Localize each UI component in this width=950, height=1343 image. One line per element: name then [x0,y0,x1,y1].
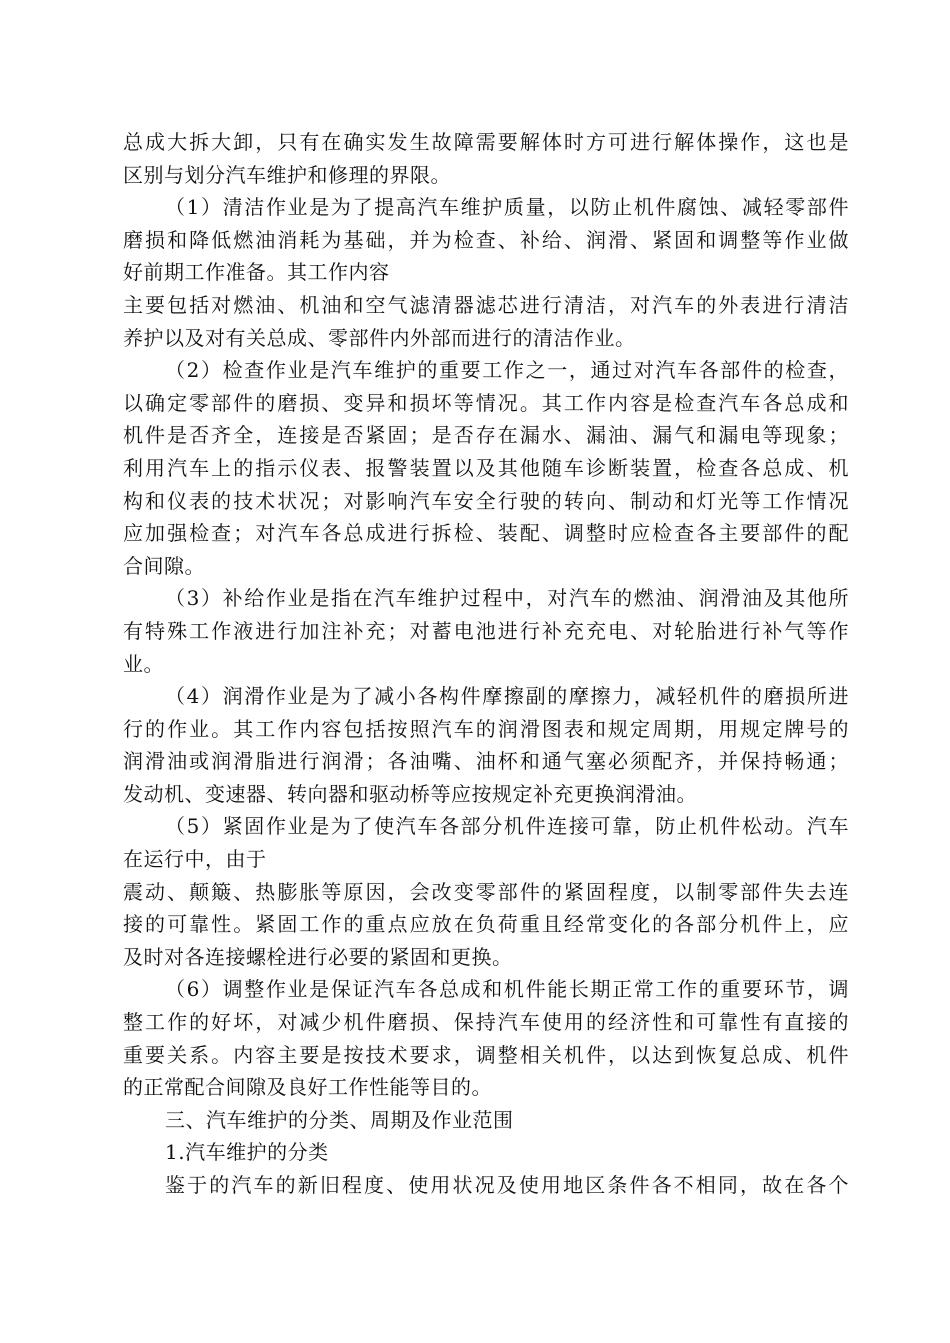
text-line: 机件是否齐全，连接是否紧固；是否存在漏水、漏油、漏气和漏电等现象； [123,423,849,448]
text-line: 发动机、变速器、转向器和驱动桥等应按规定补充更换润滑油。 [123,781,697,806]
text-line: 区别与划分汽车维护和修理的界限。 [123,162,451,187]
text-line: 养护以及对有关总成、零部件内外部而进行的清洁作业。 [123,325,636,350]
text-line: 1.汽车维护的分类 [165,1140,329,1165]
text-line: （1）清洁作业是为了提高汽车维护质量，以防止机件腐蚀、减轻零部件 [165,195,849,220]
text-line: 构和仪表的技术状况；对影响汽车安全行驶的转向、制动和灯光等工作情况 [123,488,849,513]
document-body [123,126,849,1202]
text-line: 行的作业。其工作内容包括按照汽车的润滑图表和规定周期，用规定牌号的 [123,716,849,741]
document-page [123,126,849,1202]
text-line: 的正常配合间隙及良好工作性能等目的。 [123,1075,492,1100]
text-line: 总成大拆大卸，只有在确实发生故障需要解体时方可进行解体操作，这也是 [123,130,849,154]
text-line: 好前期工作准备。其工作内容 [123,260,390,285]
text-line: 业。 [123,651,164,676]
text-line: 润滑油或润滑脂进行润滑；各油嘴、油杯和通气塞必须配齐，并保持畅通； [123,749,849,774]
text-line: 震动、颠簸、热膨胀等原因，会改变零部件的紧固程度，以制零部件失去连 [123,879,849,904]
text-line: （6）调整作业是保证汽车各总成和机件能长期正常工作的重要环节，调 [165,977,849,1002]
text-line: （2）检查作业是汽车维护的重要工作之一，通过对汽车各部件的检查， [165,358,849,383]
text-line: 三、汽车维护的分类、周期及作业范围 [165,1107,514,1132]
text-line: 在运行中，由于 [123,847,267,872]
text-line: 重要关系。内容主要是按技术要求，调整相关机件，以达到恢复总成、机件 [123,1042,849,1067]
text-line: （3）补给作业是指在汽车维护过程中，对汽车的燃油、润滑油及其他所 [165,586,849,611]
text-line: 主要包括对燃油、机油和空气滤清器滤芯进行清洁，对汽车的外表进行清洁 [123,292,849,317]
text-line: 合间隙。 [123,553,205,578]
text-line: 应加强检查；对汽车各总成进行拆检、装配、调整时应检查各主要部件的配 [123,521,849,546]
text-line: 磨损和降低燃油消耗为基础，并为检查、补给、润滑、紧固和调整等作业做 [123,227,849,252]
text-line: 整工作的好坏，对减少机件磨损、保持汽车使用的经济性和可靠性有直接的 [123,1010,849,1035]
text-line: 及时对各连接螺栓进行必要的紧固和更换。 [123,944,513,969]
text-line: 以确定零部件的磨损、变异和损坏等情况。其工作内容是检查汽车各总成和 [123,390,849,415]
text-line: 鉴于的汽车的新旧程度、使用状况及使用地区条件各不相同，故在各个 [165,1173,849,1197]
text-line: （4）润滑作业是为了减小各构件摩擦副的摩擦力，减轻机件的磨损所进 [165,684,849,709]
text-line: 接的可靠性。紧固工作的重点应放在负荷重且经常变化的各部分机件上，应 [123,912,849,937]
text-line: （5）紧固作业是为了使汽车各部分机件连接可靠，防止机件松动。汽车 [165,814,849,839]
text-line: 有特殊工作液进行加注补充；对蓄电池进行补充充电、对轮胎进行补气等作 [123,618,849,643]
text-line: 利用汽车上的指示仪表、报警装置以及其他随车诊断装置，检查各总成、机 [123,455,849,480]
